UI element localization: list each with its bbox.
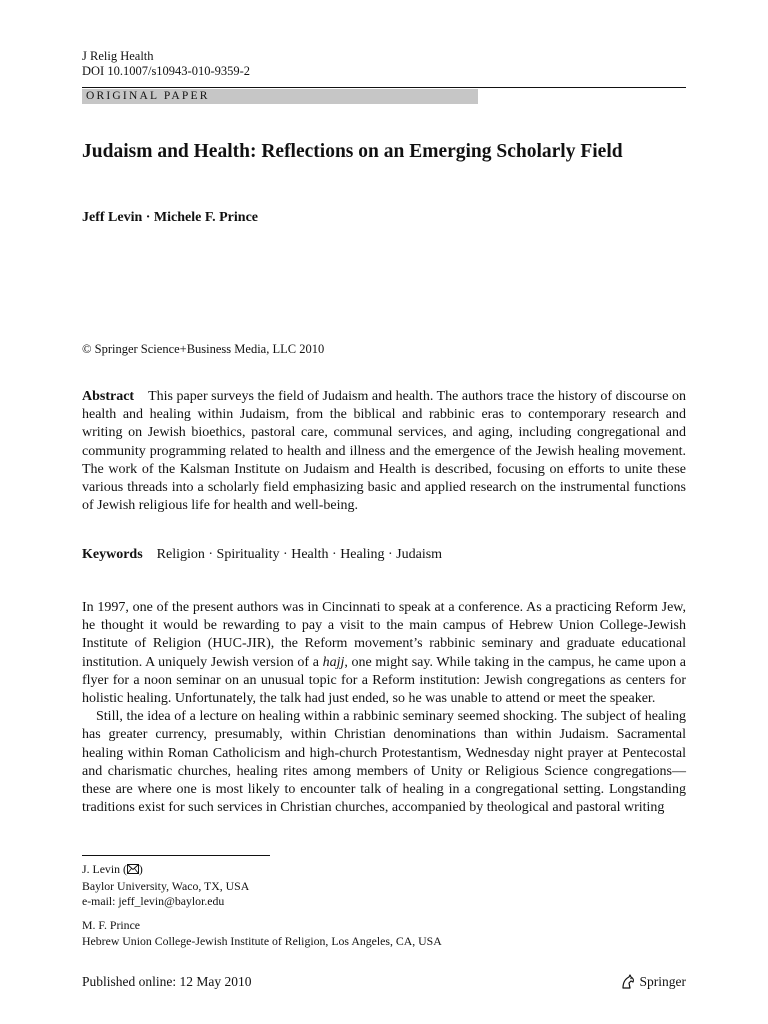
publisher-name: Springer (639, 974, 686, 989)
author-1-footnote (82, 862, 686, 910)
author-1-affiliation: Baylor University, Waco, TX, USA (82, 878, 250, 893)
body-paragraph-1 (82, 599, 686, 708)
doi: DOI 10.1007/s10943-010-9359-2 (82, 64, 251, 78)
body-paragraph-1-part-b: , one might say. While taking in the campus, he came upon a flyer for a noon seminar on an unusual topic for a Reform institution: Jewish congregations as centers for holistic healing. Unfortunately, the talk had just ended, so he was unable to attend or meet the speaker. (82, 654, 686, 707)
copyright-line: © Springer Science+Business Media, LLC 2010 (82, 342, 325, 356)
publisher-logo (620, 973, 687, 991)
footnote-rule (82, 855, 270, 856)
author-2-footnote (82, 918, 686, 949)
author-2-name: M. F. Prince (82, 918, 141, 932)
body-paragraph-2: Still, the idea of a lecture on healing within a rabbinic seminary seemed shocking. The subject of healing has greater currency, presumably, within Christian denominations than within Judaism. Sacramental healing within Roman Catholicism and high-church Protestantism, Wednesday night prayer at Pentecostal and charismatic churches, healing rites among members of Unity or Religious Science congregations—these are where one is most likely to encounter talk of healing in a congregational setting. Longstanding traditions exist for such services in Christian churches, accompanied by theological and pastoral writing (82, 709, 686, 816)
author-2-affiliation: Hebrew Union College-Jewish Institute of Religion, Los Angeles, CA, USA (82, 933, 442, 948)
paper-title: Judaism and Health: Reflections on an Emerging Scholarly Field (82, 141, 623, 162)
abstract-text: This paper surveys the field of Judaism and health. The authors trace the history of discourse on health and healing within Judaism, from the biblical and rabbinic eras to contemporary research and writing on Jewish bioethics, pastoral care, communal services, and aging, including congregational and community programming related to health and illness and the emergence of the Jewish healing movement. The work of the Kalsman Institute on Judaism and Health is described, focusing on efforts to unite these various threads into a scholarly field emphasizing basic and applied research on the instrumental functions of Jewish religious life for health and well-being. (82, 389, 686, 514)
header-rule (82, 87, 686, 88)
author-list: Jeff Levin · Michele F. Prince (82, 210, 258, 225)
body-paragraph-1-emphasis: hajj (322, 654, 345, 670)
author-1-email[interactable]: e-mail: jeff_levin@baylor.edu (82, 894, 225, 908)
keywords-text: Religion · Spirituality · Health · Healing · Judaism (156, 547, 443, 562)
abstract (82, 388, 686, 515)
springer-horse-icon (620, 974, 636, 990)
published-date: Published online: 12 May 2010 (82, 974, 252, 989)
keywords-label: Keywords (82, 547, 143, 562)
journal-name: J Relig Health (82, 49, 154, 63)
keywords (82, 546, 686, 564)
body-text (82, 599, 686, 817)
author-1-name-line (82, 862, 686, 879)
article-type-label: ORIGINAL PAPER (82, 89, 478, 104)
body-paragraph-1-part-a: In 1997, one of the present authors was in Cincinnati to speak at a conference. As a practicing Reform Jew, he thought it would be rewarding to pay a visit to the main campus of Hebrew Union College-Jewish Institute of Religion (HUC-JIR), the Reform movement’s rabbinic seminary and graduate educational institution. A uniquely Jewish version of a (82, 600, 686, 670)
abstract-label: Abstract (82, 389, 135, 404)
journal-header (82, 49, 250, 79)
author-1-name-end: ) (138, 862, 143, 876)
author-1-name: J. Levin ( (82, 862, 127, 876)
envelope-icon[interactable] (127, 863, 139, 879)
